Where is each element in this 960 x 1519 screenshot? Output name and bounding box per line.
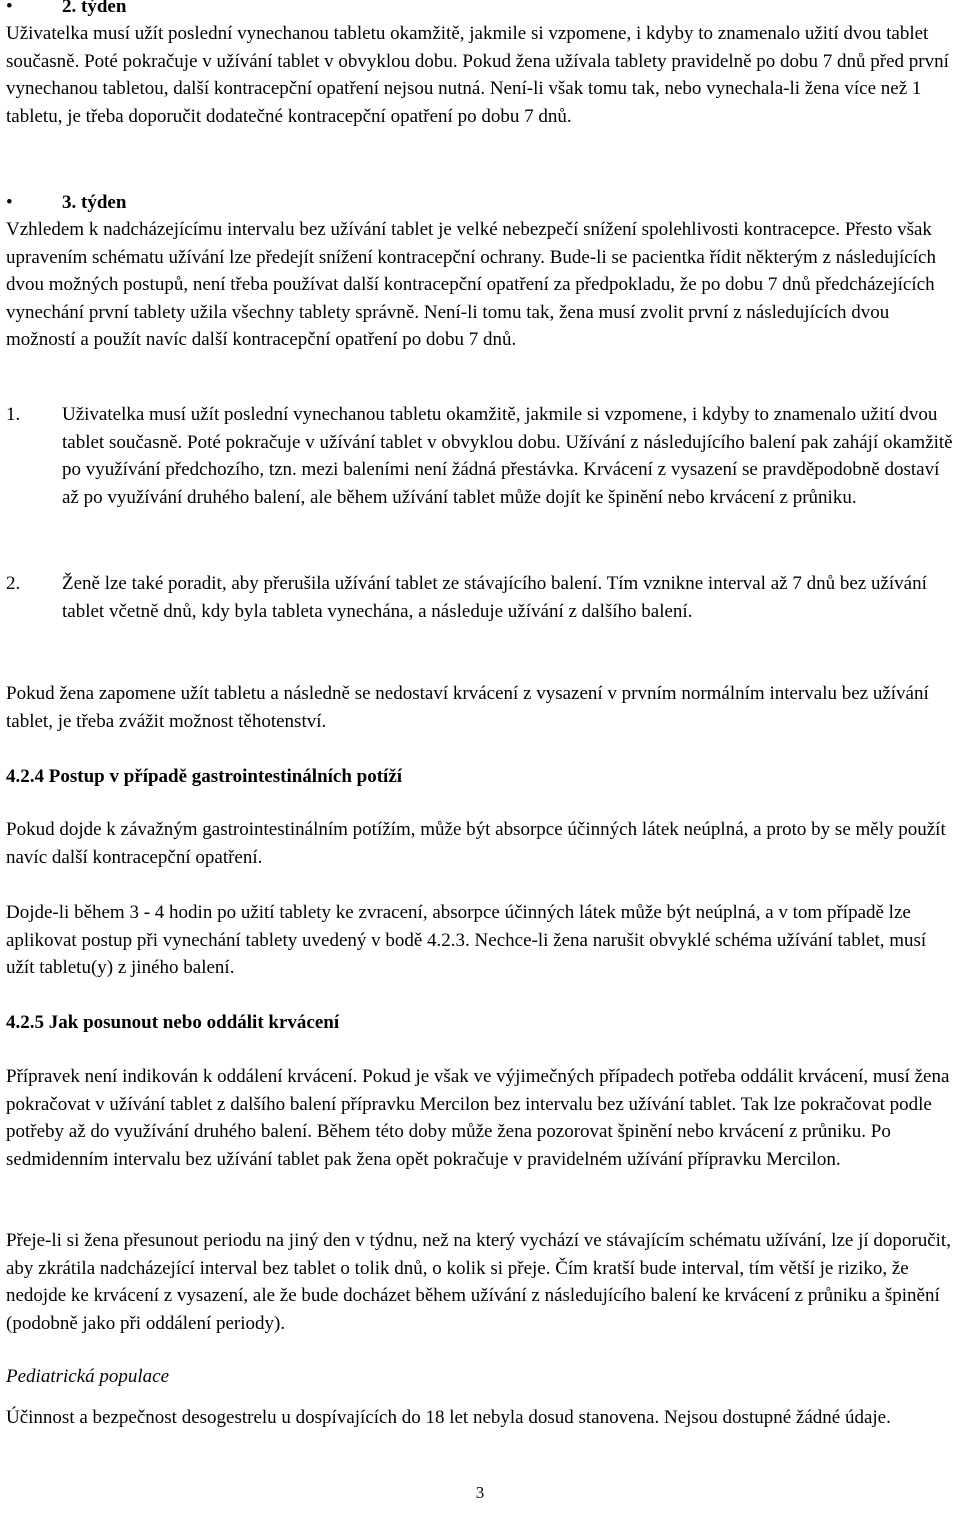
week3-text: Vzhledem k nadcházejícímu intervalu bez užívání tablet je velké nebezpečí snížení spolehlivosti kontracepce. Přesto však upravením schématu užívání lze předejít snížení kontracepční ochrany. Bude-li se pacientka řídit některým z následujících dvou možných postupů, není třeba používat další kontracepční opatření za předpokladu, že po dobu 7 dnů předcházejících vynechání první tablety užila všechny tablety správně. Není-li tomu tak, žena musí zvolit první z následujících dvou možností a použít navíc další kontracepční opatření po dobu 7 dnů. xyxy=(6,219,936,351)
week2-text: Uživatelka musí užít poslední vynechanou tabletu okamžitě, jakmile si vzpomene, i kdyby to znamenalo užití dvou tablet současně. Poté pokračuje v užívání tablet v obvyklou dobu. Pokud žena užívala tablety pravidelně po dobu 7 dnů před první vynechanou tabletou, další kontracepční opatření nejsou nutná. Není-li však tomu tak, nebo vynechala-li žena více než 1 tabletu, je třeba doporučit dodatečné kontracepční opatření po dobu 7 dnů. xyxy=(6,23,949,127)
option-number: 1. xyxy=(6,404,21,425)
pediatric-heading: Pediatrická populace xyxy=(6,1366,170,1387)
section-424-heading: 4.2.4 Postup v případě gastrointestinálních potíží xyxy=(6,766,403,787)
section-425-para2: Přeje-li si žena přesunout periodu na jiný den v týdnu, než na který vychází ve stávajícím schématu užívání, lze jí doporučit, aby zkrátila nadcházející interval bez tablet o tolik dnů, o kolik si přeje. Čím kratší bude interval, tím větší je riziko, že nedojde ke krvácení z vysazení, ale že bude docházet během užívání z následujícího balení ke krvácení z průniku a špinění (podobně jako při oddálení periody). xyxy=(6,1230,951,1334)
forget-paragraph: Pokud žena zapomene užít tabletu a následně se nedostaví krvácení z vysazení v prvním normálním intervalu bez užívání tablet, je třeba zvážit možnost těhotenství. xyxy=(6,683,929,732)
week2-heading: 2. týden xyxy=(62,0,127,17)
section-424-para1: Pokud dojde k závažným gastrointestinálním potížím, může být absorpce účinných látek neúplná, a proto by se měly použít navíc další kontracepční opatření. xyxy=(6,819,946,868)
page-number: 3 xyxy=(475,1483,485,1502)
bullet-icon: • xyxy=(6,0,13,17)
section-425-heading: 4.2.5 Jak posunout nebo oddálit krvácení xyxy=(6,1012,340,1033)
option-text: Ženě lze také poradit, aby přerušila užívání tablet ze stávajícího balení. Tím vznikne interval až 7 dnů bez užívání tablet včetně dnů, kdy byla tableta vynechána, a následuje užívání z dalšího balení. xyxy=(62,573,927,622)
option-text: Uživatelka musí užít poslední vynechanou tabletu okamžitě, jakmile si vzpomene, i kdyby to znamenalo užití dvou tablet současně. Poté pokračuje v užívání tablet v obvyklou dobu. Užívání z následujícího balení pak zahájí okamžitě po využívání předchozího, tzn. mezi baleními není žádná přestávka. Krvácení z vysazení se pravděpodobně dostaví až po využívání druhého balení, ale během užívání tablet může dojít ke špinění nebo krvácení z průniku. xyxy=(62,404,953,508)
week3-heading: 3. týden xyxy=(62,192,127,213)
pediatric-text: Účinnost a bezpečnost desogestrelu u dospívajících do 18 let nebyla dosud stanovena. Nejsou dostupné žádné údaje. xyxy=(6,1407,891,1428)
section-425-para1: Přípravek není indikován k oddálení krvácení. Pokud je však ve výjimečných případech potřeba oddálit krvácení, musí žena pokračovat v užívání tablet z dalšího balení přípravku Mercilon bez intervalu bez užívání tablet. Tak lze pokračovat podle potřeby až do využívání druhého balení. Během této doby může žena pozorovat špinění nebo krvácení z průniku. Po sedmidenním intervalu bez užívání tablet pak žena opět pokračuje v pravidelném užívání přípravku Mercilon. xyxy=(6,1066,950,1170)
bullet-icon: • xyxy=(6,192,13,213)
section-424-para2: Dojde-li během 3 - 4 hodin po užití tablety ke zvracení, absorpce účinných látek může být neúplná, a v tom případě lze aplikovat postup při vynechání tablety uvedený v bodě 4.2.3. Nechce-li žena narušit obvyklé schéma užívání tablet, musí užít tabletu(y) z jiného balení. xyxy=(6,902,927,979)
option-number: 2. xyxy=(6,573,21,594)
